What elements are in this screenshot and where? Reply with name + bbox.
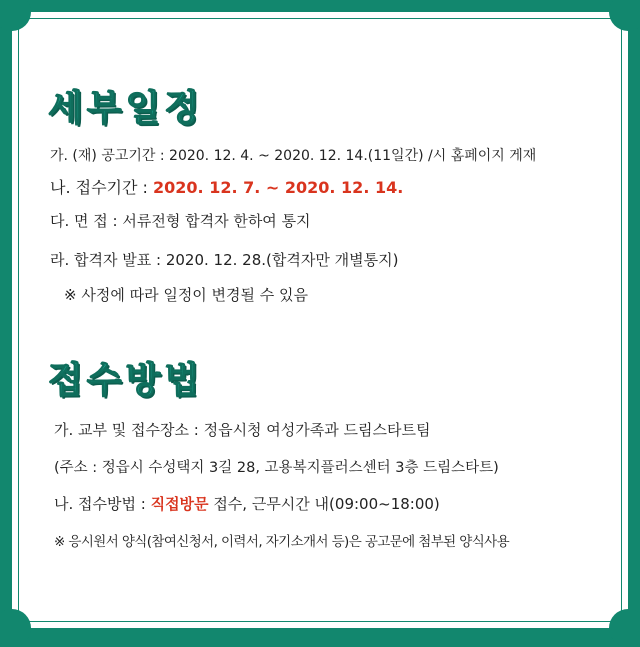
- corner-decoration: [609, 609, 640, 647]
- application-period-highlight: 2020. 12. 7. ~ 2020. 12. 14.: [153, 178, 404, 197]
- schedule-item-announcement-of-results: 라. 합격자 발표 : 2020. 12. 28.(합격자만 개별통지): [50, 251, 399, 269]
- schedule-item-interview: 다. 면 접 : 서류전형 합격자 한하여 통지: [50, 212, 311, 230]
- schedule-heading: 세부일정: [48, 88, 204, 129]
- method-item-location: 가. 교부 및 접수장소 : 정읍시청 여성가족과 드림스타트팀: [54, 421, 431, 439]
- method-item-address: (주소 : 정읍시 수성택지 3길 28, 고용복지플러스센터 3층 드림스타트): [54, 460, 499, 476]
- corner-decoration: [0, 609, 31, 647]
- method-note: ※ 응시원서 양식(참여신청서, 이력서, 자기소개서 등)은 공고문에 첨부된 양식사용: [54, 534, 510, 550]
- visit-in-person-highlight: 직접방문: [150, 495, 209, 513]
- method-item-method: 나. 접수방법 : 직접방문 접수, 근무시간 내(09:00~18:00): [54, 495, 440, 513]
- schedule-item-application-period: 나. 접수기간 : 2020. 12. 7. ~ 2020. 12. 14.: [50, 178, 404, 197]
- application-method-heading: 접수방법: [48, 360, 204, 401]
- schedule-item-announcement: 가. (재) 공고기간 : 2020. 12. 4. ~ 2020. 12. 14.(11일간) /시 홈페이지 게재: [50, 148, 537, 164]
- schedule-note: ※ 사정에 따라 일정이 변경될 수 있음: [64, 286, 309, 304]
